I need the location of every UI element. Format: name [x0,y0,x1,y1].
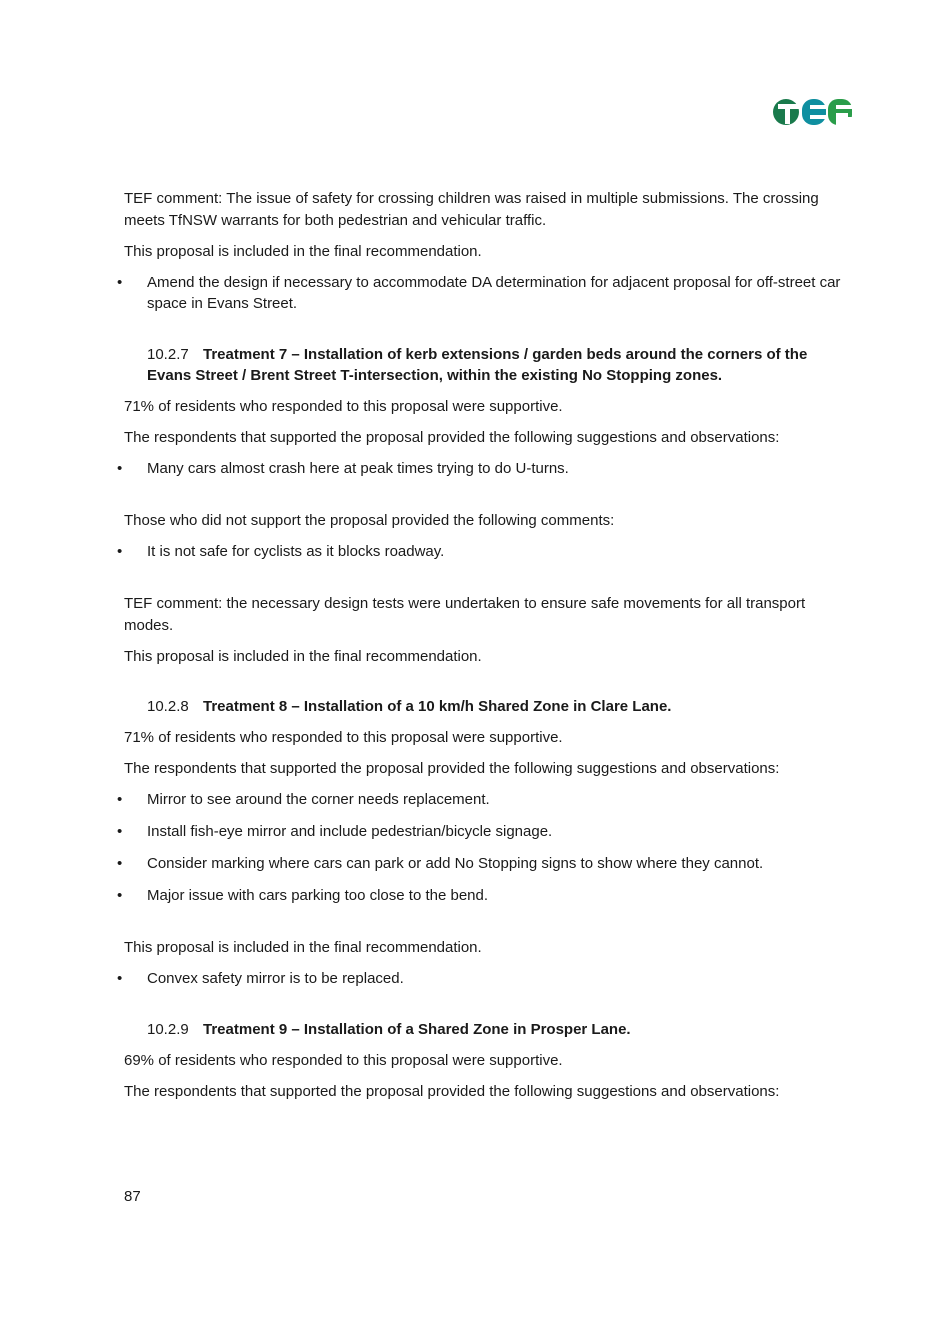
document-body [124,188,854,1112]
paragraph: 71% of residents who responded to this proposal were supportive. [124,729,563,746]
section-heading [147,1019,854,1041]
paragraph: This proposal is included in the final recommendation. [124,242,482,260]
paragraph: The respondents that supported the proposal provided the following suggestions and observations: [124,760,780,777]
bullet-item: • Amend the design if necessary to accommodate DA determination for adjacent proposal for off-street car space in Evans Street. [124,272,854,315]
section-number: 10.2.8 [147,698,189,715]
spacer [124,573,854,593]
paragraph: 71% of residents who responded to this proposal were supportive. [124,398,563,415]
page-number: 87 [124,1188,141,1205]
bullet-list [124,789,854,907]
section-title: Treatment 7 – Installation of kerb extensions / garden beds around the corners of the Evans Street / Brent Street T-intersection, within the existing No Stopping zones. [147,345,808,384]
bullet-item: • It is not safe for cyclists as it blocks roadway. [124,541,854,563]
bullet-list [124,968,854,990]
bullet-item: • Many cars almost crash here at peak times trying to do U-turns. [124,458,854,480]
paragraph: TEF comment: The issue of safety for crossing children was raised in multiple submissions. The crossing meets TfNSW warrants for both pedestrian and vehicular traffic. [124,190,819,229]
spacer [124,490,854,510]
bullet-item: • Mirror to see around the corner needs replacement. [124,789,854,811]
bullet-list [124,541,854,563]
paragraph: The respondents that supported the proposal provided the following suggestions and observations: [124,429,780,446]
spacer [124,917,854,937]
bullet-list [124,458,854,480]
bullet-item: • Convex safety mirror is to be replaced. [124,968,854,990]
section-title: Treatment 8 – Installation of a 10 km/h Shared Zone in Clare Lane. [203,698,672,715]
tef-logo-graphic [772,96,854,128]
section-heading [147,344,854,387]
section-number: 10.2.9 [147,1020,189,1038]
tef-logo [772,96,854,128]
paragraph: This proposal is included in the final recommendation. [124,939,482,956]
bullet-item: • Consider marking where cars can park or add No Stopping signs to show where they cannot. [124,853,854,875]
bullet-item: • Install fish-eye mirror and include pedestrian/bicycle signage. [124,821,854,843]
section-number: 10.2.7 [147,345,189,363]
section-title: Treatment 9 – Installation of a Shared Zone in Prosper Lane. [203,1020,631,1038]
bullet-item: • Major issue with cars parking too close to the bend. [124,885,854,907]
paragraph: TEF comment: the necessary design tests were undertaken to ensure safe movements for all transport modes. [124,595,806,634]
bullet-list [124,272,854,315]
paragraph: 69% of residents who responded to this proposal were supportive. [124,1051,563,1069]
paragraph: This proposal is included in the final recommendation. [124,647,482,665]
paragraph: The respondents that supported the proposal provided the following suggestions and observations: [124,1082,780,1100]
paragraph: Those who did not support the proposal provided the following comments: [124,512,615,529]
section-heading [147,696,854,718]
